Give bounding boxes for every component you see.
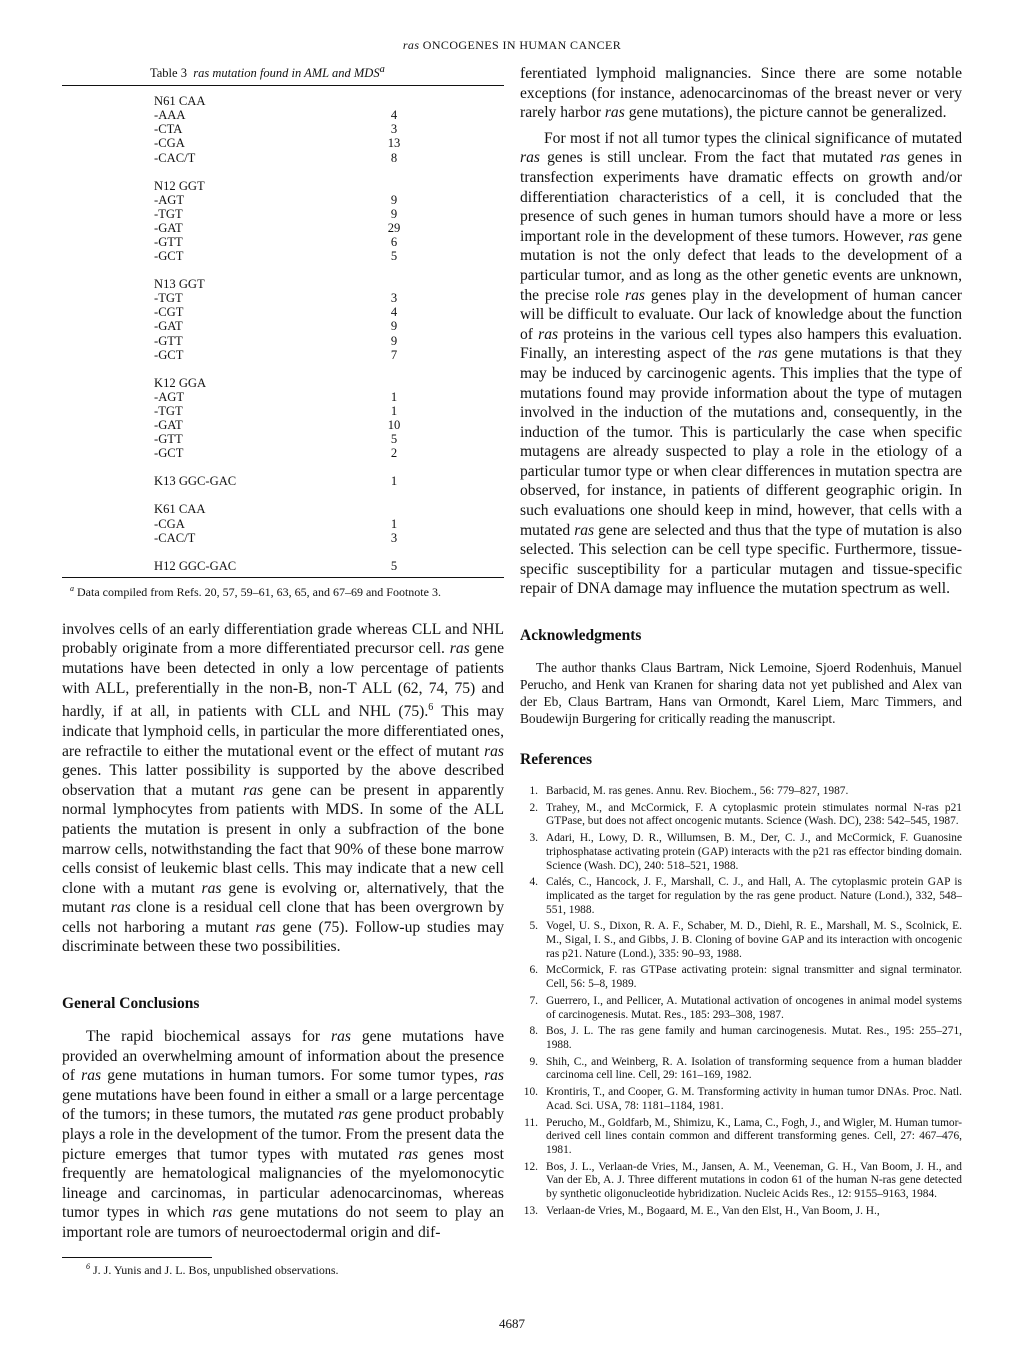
mutation-site: -CAC/T [154, 150, 196, 165]
reference-item [520, 920, 962, 961]
table-group-codon [154, 559, 424, 573]
reference-number: 11. [524, 1116, 538, 1129]
table-group-gap [154, 263, 424, 277]
mutation-count: 29 [387, 220, 401, 235]
codon-label: H12 GGC-GAC [154, 558, 237, 573]
reference-text: Adari, H., Lowy, D. R., Willumsen, B. M., Der, C. J., and McCormick, F. Guanosine triphosphatase activating protein (GAP) interacts with the p21 ras effector binding domain. Science (Wash. DC), 240: 518–521, 1988. [546, 832, 962, 872]
mutation-site: -AAA [154, 108, 186, 123]
reference-number: 12. [523, 1160, 538, 1173]
mutation-count: 1 [390, 516, 398, 531]
mutation-count: 3 [390, 122, 398, 137]
reference-number: 4. [529, 876, 538, 889]
reference-text: Verlaan-de Vries, M., Bogaard, M. E., Van den Elst, H., Van Boom, J. H., [546, 1204, 880, 1217]
table-row [154, 235, 424, 249]
reference-number: 3. [529, 832, 538, 845]
table-group-gap [154, 460, 424, 474]
codon-count [364, 179, 424, 193]
table-row [154, 404, 424, 418]
table-row [154, 151, 424, 165]
mutation-count: 3 [390, 530, 398, 545]
mutation-site: -TGT [154, 403, 183, 418]
reference-text: Krontiris, T., and Cooper, G. M. Transforming activity in human tumor DNAs. Proc. Natl. Acad. Sci. USA, 78: 1181–1184, 1981. [546, 1086, 962, 1112]
table-row [154, 348, 424, 362]
reference-item [520, 832, 962, 873]
reference-item [520, 802, 962, 829]
codon-label: N12 GGT [154, 178, 205, 193]
page-footnote: $^6$ J. J. Yunis and J. L. Bos, unpublished observations. [86, 1261, 339, 1277]
mutation-count: 10 [387, 418, 401, 433]
table-row [154, 334, 424, 348]
reference-text: Vogel, U. S., Dixon, R. A. F., Schaber, M. D., Diehl, R. E., Marshall, M. S., Scolnick, E. M., Sigal, I. S., and Gibbs, J. B. Cloning of bovine GAP and its interaction with oncogenic ras p21. Nature (Lond.), 335: 90–93, 1988. [546, 920, 962, 960]
mutation-site: -AGT [154, 389, 185, 404]
table-group-codon [154, 376, 424, 390]
mutation-table [154, 94, 424, 573]
reference-list [520, 785, 962, 1218]
codon-label: K61 CAA [154, 502, 206, 517]
mutation-site: -AGT [154, 192, 185, 207]
mutation-site: -CTA [154, 122, 183, 137]
table-row [154, 517, 424, 531]
table-row [154, 390, 424, 404]
mutation-count: 3 [390, 291, 398, 306]
codon-count [364, 502, 424, 516]
section-heading-general-conclusions: General Conclusions [62, 995, 200, 1013]
table-group-codon [154, 179, 424, 193]
table-row [154, 446, 424, 460]
running-head: ras ONCOGENES IN HUMAN CANCER [402, 38, 622, 52]
table-group-codon [154, 474, 424, 488]
reference-number: 2. [529, 801, 538, 814]
reference-item [520, 964, 962, 991]
footnote-rule [62, 1257, 212, 1258]
mutation-count: 7 [390, 347, 398, 362]
reference-text: Guerrero, I., and Pellicer, A. Mutational activation of oncogenes in animal model systems of carcinogenesis. Mutat. Res., 185: 293–308, 1987. [546, 994, 962, 1021]
table-row [154, 122, 424, 136]
mutation-site: -GAT [154, 418, 183, 433]
mutation-count: 1 [390, 389, 398, 404]
mutation-site: -GCT [154, 347, 184, 362]
table-row [154, 108, 424, 122]
reference-number: 10. [523, 1086, 538, 1099]
acknowledgments-text: The author thanks Claus Bartram, Nick Lemoine, Sjoerd Rodenhuis, Manuel Perucho, and Henk van Kranen for sharing data not yet published and Alex van der Eb, Claus Bartram, Hans van Ormondt, Karel Liem, Marc Timmers, and Boudewijn Burgering for critically reading the manuscript. [520, 660, 962, 727]
reference-item [520, 1205, 962, 1219]
right-paragraph-1: ferentiated lymphoid malignancies. Since there are some notable exceptions (for instance, adenocarcinomas of the breast never or very rarely harbor ras gene mutations), the picture cannot be generalized. [520, 65, 962, 122]
codon-count: 5 [390, 558, 398, 573]
codon-label: K13 GGC-GAC [154, 474, 237, 489]
section-heading-acknowledgments: Acknowledgments [520, 627, 642, 645]
reference-number: 13. [523, 1204, 538, 1217]
reference-number: 5. [529, 920, 538, 933]
table-row [154, 291, 424, 305]
mutation-count: 9 [390, 319, 398, 334]
mutation-count: 4 [390, 108, 398, 123]
table-caption: Table 3 ras mutation found in AML and MDS$^a$ [150, 64, 385, 81]
reference-item [520, 1025, 962, 1052]
mutation-site: -TGT [154, 206, 183, 221]
reference-text: McCormick, F. ras GTPase activating protein: signal transmitter and signal terminator. Cell, 56: 5–8, 1989. [546, 964, 962, 991]
reference-item [520, 785, 962, 799]
reference-number: 9. [529, 1055, 538, 1068]
codon-label: N61 CAA [154, 94, 206, 109]
mutation-count: 5 [390, 432, 398, 447]
right-column [520, 64, 962, 1221]
mutation-site: -GTT [154, 333, 183, 348]
mutation-count: 4 [390, 305, 398, 320]
section-heading-references: References [520, 751, 593, 769]
table-row [154, 418, 424, 432]
table-row [154, 531, 424, 545]
table-row [154, 432, 424, 446]
table-row [154, 207, 424, 221]
mutation-site: -CGT [154, 305, 184, 320]
codon-count: 1 [390, 474, 398, 489]
reference-text: Perucho, M., Goldfarb, M., Shimizu, K., Lama, C., Fogh, J., and Wigler, M. Human tumor-derived cell lines contain common and different transforming genes. Cell, 27: 467–476, 1981. [546, 1116, 962, 1156]
reference-text: Bos, J. L. The ras gene family and human carcinogenesis. Mutat. Res., 195: 255–271, 1988. [546, 1025, 962, 1051]
mutation-site: -CGA [154, 136, 185, 151]
table-group-codon [154, 277, 424, 291]
mutation-count: 9 [390, 192, 398, 207]
right-paragraph-2: For most if not all tumor types the clinical significance of mutated ras genes is still unclear. From the fact that mutated ras genes in transfection experiments have dramatic effects on growth and/or differentiation characteristics of a cell, it is concluded that the presence of such genes in human tumors should have a more or less important role in the development of these tumors. However, ras gene mutation is not the only defect that leads to the development of a particular tumor, and as long as the other genetic events are unknown, the precise role ras genes play in the development of human cancer will be difficult to evaluate. Our lack of knowledge about the function of ras proteins in the various cell types also hampers this evaluation. Finally, an interesting aspect of the ras gene mutations is that they may be induced by carcinogenic agents. This implies that the type of mutations found may provide information about the type of mutagen involved in the induction of the mutations and, consequently, in the induction of the tumor. This is particularly the case when specific mutagens are already suspected to play a role in the etiology of a particular tumor type or when clear differences in mutation spectra are observed, for instance, in patients of different geographic origin. In such evaluations one should keep in mind, however, that cells with a mutated ras gene are selected and thus that the type of mutation is also selected. This selection can be cell type specific. Furthermore, tissue-specific susceptibility for a particular mutagen and tissue-specific repair of DNA damage may influence the mutation spectrum as well. [520, 129, 962, 598]
table-row [154, 319, 424, 333]
reference-item [520, 1086, 962, 1113]
reference-number: 7. [529, 994, 538, 1007]
table-group-codon [154, 502, 424, 516]
mutation-site: -GCT [154, 249, 184, 264]
codon-label: K12 GGA [154, 375, 207, 390]
table-row [154, 136, 424, 150]
reference-text: Barbacid, M. ras genes. Annu. Rev. Biochem., 56: 779–827, 1987. [546, 785, 849, 798]
table-group-gap [154, 545, 424, 559]
left-column [62, 64, 504, 1278]
codon-count [364, 277, 424, 291]
mutation-site: -GAT [154, 220, 183, 235]
codon-count [364, 94, 424, 108]
mutation-count: 6 [390, 235, 398, 249]
table-bottom-rule [62, 577, 504, 578]
mutation-site: -TGT [154, 291, 183, 306]
reference-number: 6. [529, 964, 538, 977]
mutation-count: 9 [390, 333, 398, 348]
mutation-site: -GCT [154, 446, 184, 461]
table-row [154, 193, 424, 207]
table-row [154, 305, 424, 319]
mutation-count: 1 [390, 403, 398, 418]
mutation-count: 9 [390, 206, 398, 221]
mutation-site: -CAC/T [154, 530, 196, 545]
reference-number: 1. [529, 785, 538, 798]
reference-item [520, 1117, 962, 1158]
reference-text: Shih, C., and Weinberg, R. A. Isolation of transforming sequence from a human bladder carcinoma cell line. Cell, 29: 161–169, 1982. [546, 1055, 962, 1082]
page-number: 4687 [499, 1316, 525, 1331]
reference-number: 8. [529, 1025, 538, 1038]
reference-text: Bos, J. L., Verlaan-de Vries, M., Jansen, A. M., Veeneman, G. H., Van Boom, J. H., and Van der Eb, A. J. Three different mutations in codon 61 of the human N-ras gene detected by synthetic oligonucleotide hybridization. Nucleic Acids Res., 12: 9155–9163, 1984. [546, 1160, 962, 1201]
table-group-gap [154, 165, 424, 179]
mutation-site: -GTT [154, 235, 183, 249]
reference-text: Calés, C., Hancock, J. F., Marshall, C. J., and Hall, A. The cytoplasmic protein GAP is implicated as the target for regulation by the ras gene product. Nature (Lond.), 332, 548–551, 1988. [546, 876, 962, 916]
mutation-count: 8 [390, 150, 398, 165]
codon-label: N13 GGT [154, 277, 205, 292]
table-row [154, 249, 424, 263]
mutation-count: 2 [390, 446, 398, 461]
reference-item [520, 1056, 962, 1083]
table-group-gap [154, 362, 424, 376]
reference-item [520, 876, 962, 917]
table-footnote: $^a$ Data compiled from Refs. 20, 57, 59–61, 63, 65, and 67–69 and Footnote 3. [70, 583, 441, 599]
reference-text: Trahey, M., and McCormick, F. A cytoplasmic protein stimulates normal N-ras p21 GTPase, but does not affect oncogenic mutants. Science (Wash. DC), 238: 542–545, 1987. [546, 801, 962, 828]
left-paragraph-1: involves cells of an early differentiation grade whereas CLL and NHL probably originate from a more differentiated precursor cell. ras gene mutations have been detected in only a low percentage of patients with ALL, preferentially in the non-B, non-T ALL (62, 74, 75) and hardly, if at all, in patients with CLL and NHL (75).$^6$ This may indicate that lymphoid cells, in particular the more differentiated ones, are refractile to either the mutational event or the effect of mutant ras genes. This latter possibility is supported by the above described observation that a mutant ras gene can be present in apparently normal lymphocytes from patients with MDS. In some of the ALL patients the mutation is present in only a subfraction of the bone marrow cells, notwithstanding the fact that 90% of these bone marrow cells consist of leukemic blast cells. This may indicate that a new cell clone with a mutant ras gene is evolving or, alternatively, that the mutant ras clone is a residual cell clone that has been overgrown by cells not harboring a mutant ras gene (75). Follow-up studies may discriminate between these two possibilities. [62, 620, 504, 956]
codon-count [364, 376, 424, 390]
mutation-count: 5 [390, 249, 398, 264]
mutation-site: -GAT [154, 319, 183, 334]
mutation-site: -GTT [154, 432, 183, 447]
table-group-codon [154, 94, 424, 108]
table-row [154, 221, 424, 235]
mutation-site: -CGA [154, 516, 185, 531]
reference-item [520, 995, 962, 1022]
reference-item [520, 1161, 962, 1202]
mutation-count: 13 [387, 136, 401, 151]
left-paragraph-2: The rapid biochemical assays for ras gene mutations have provided an overwhelming amount of information about the presence of ras gene mutations in human tumors. For some tumor types, ras gene mutations have been found in either a small or a large percentage of the tumors; in these tumors, the mutated ras gene product probably plays a role in the development of the tumor. From the present data the picture emerges that tumor types with mutated ras genes most frequently are hematological malignancies of the myelomonocytic lineage and carcinomas, in particular adenocarcinomas, whereas tumor types in which ras gene mutations do not seem to play an important role are tumors of neuroectodermal origin and dif- [62, 1028, 505, 1241]
table-group-gap [154, 488, 424, 502]
